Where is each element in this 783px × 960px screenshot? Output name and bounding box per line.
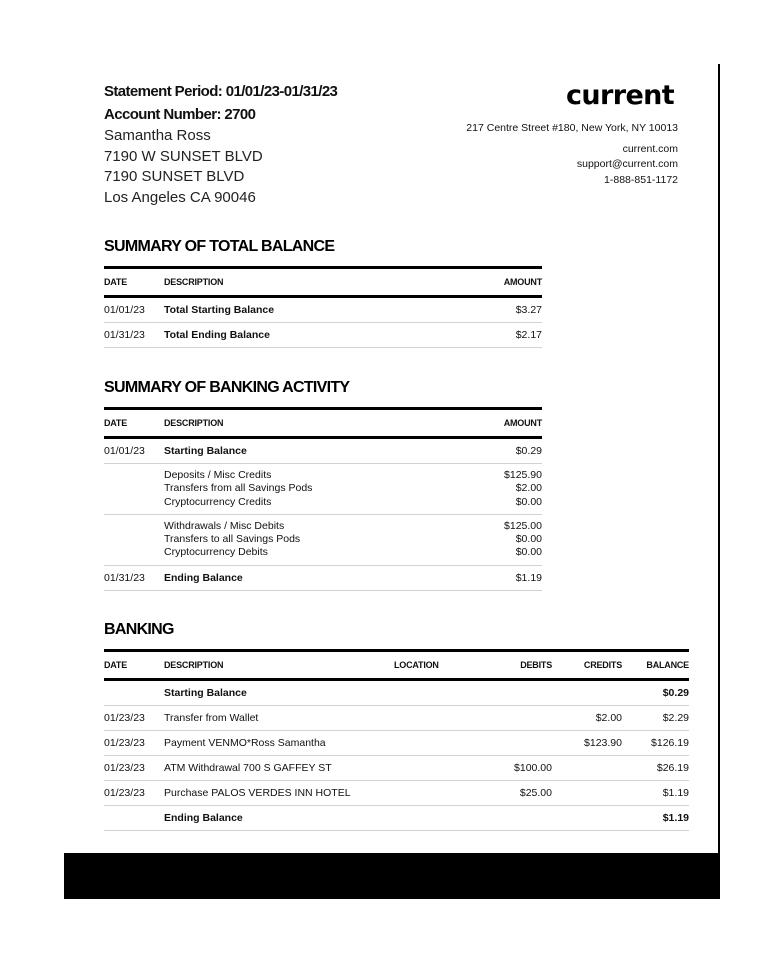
table-row [104, 565, 542, 590]
row-debits [484, 706, 552, 731]
company-phone: 1-888-851-1172 [604, 173, 678, 186]
credit-item-amount: $125.90 [504, 469, 542, 481]
debits-descriptions [164, 514, 444, 565]
total-balance-table [104, 266, 542, 348]
row-credits: $2.00 [552, 706, 622, 731]
credit-item-description: Deposits / Misc Credits [164, 469, 272, 481]
row-balance: $26.19 [622, 756, 689, 781]
section-title-banking-activity: SUMMARY OF BANKING ACTIVITY [104, 379, 350, 396]
row-debits [484, 680, 552, 706]
current-logo: current [566, 80, 675, 111]
row-description: Purchase PALOS VERDES INN HOTEL [164, 781, 394, 806]
row-date: 01/01/23 [104, 438, 164, 464]
row-credits [552, 781, 622, 806]
row-debits [484, 731, 552, 756]
column-header-amount: AMOUNT [444, 409, 542, 438]
row-amount: $3.27 [444, 297, 542, 323]
row-date: 01/23/23 [104, 731, 164, 756]
row-date: 01/23/23 [104, 781, 164, 806]
row-description: ATM Withdrawal 700 S GAFFEY ST [164, 756, 394, 781]
row-debits [484, 806, 552, 831]
column-header-location: LOCATION [394, 651, 484, 680]
banking-activity-table [104, 407, 542, 591]
row-balance: $1.19 [622, 806, 689, 831]
column-header-balance: BALANCE [622, 651, 689, 680]
row-description: Transfer from Wallet [164, 706, 394, 731]
row-amount: $0.29 [444, 438, 542, 464]
row-date: 01/31/23 [104, 323, 164, 348]
page-edge [718, 64, 720, 864]
address-line-3: Los Angeles CA 90046 [104, 188, 256, 206]
debit-item-amount: $0.00 [515, 533, 542, 546]
row-description: Starting Balance [164, 680, 394, 706]
credit-item-amount: $2.00 [515, 482, 542, 495]
column-header-description: DESCRIPTION [164, 268, 444, 297]
column-header-date: DATE [104, 268, 164, 297]
table-row [104, 806, 689, 831]
row-credits [552, 680, 622, 706]
table-row [104, 756, 689, 781]
company-street: 217 Centre Street #180, New York, NY 10013 [466, 122, 678, 134]
table-row [104, 438, 542, 464]
column-header-description: DESCRIPTION [164, 409, 444, 438]
company-email: support@current.com [576, 158, 678, 171]
column-header-description: DESCRIPTION [164, 651, 394, 680]
credits-amounts [444, 464, 542, 515]
table-row [104, 781, 689, 806]
account-number: Account Number: 2700 [104, 106, 256, 123]
address-line-1: 7190 W SUNSET BLVD [104, 147, 263, 165]
row-date: 01/01/23 [104, 297, 164, 323]
section-title-banking: BANKING [104, 621, 174, 638]
credits-group-row [104, 464, 542, 515]
row-location [394, 731, 484, 756]
row-balance: $0.29 [622, 680, 689, 706]
row-date: 01/23/23 [104, 756, 164, 781]
debits-group-row [104, 514, 542, 565]
debit-item-amount: $0.00 [515, 546, 542, 559]
row-description: Ending Balance [164, 565, 444, 590]
empty-cell [104, 464, 164, 515]
row-description: Payment VENMO*Ross Samantha [164, 731, 394, 756]
row-description: Ending Balance [164, 806, 394, 831]
row-amount: $1.19 [444, 565, 542, 590]
row-balance: $1.19 [622, 781, 689, 806]
row-balance: $126.19 [622, 731, 689, 756]
row-debits: $25.00 [484, 781, 552, 806]
debit-item-description: Cryptocurrency Debits [164, 546, 268, 559]
address-line-2: 7190 SUNSET BLVD [104, 168, 245, 185]
credit-item-description: Transfers from all Savings Pods [164, 482, 313, 495]
row-date [104, 806, 164, 831]
column-header-credits: CREDITS [552, 651, 622, 680]
table-row [104, 297, 542, 323]
row-credits [552, 806, 622, 831]
table-row [104, 680, 689, 706]
row-date [104, 680, 164, 706]
row-location [394, 806, 484, 831]
row-description: Total Ending Balance [164, 323, 444, 348]
account-holder-name: Samantha Ross [104, 127, 211, 144]
empty-cell [104, 514, 164, 565]
row-credits: $123.90 [552, 731, 622, 756]
debit-item-description: Withdrawals / Misc Debits [164, 519, 285, 532]
column-header-date: DATE [104, 651, 164, 680]
table-row [104, 706, 689, 731]
table-header-row [104, 268, 542, 297]
banking-transactions-table [104, 649, 689, 831]
row-location [394, 680, 484, 706]
footer-bar [64, 853, 720, 899]
statement-period: Statement Period: 01/01/23-01/31/23 [104, 83, 338, 100]
table-header-row [104, 409, 542, 438]
debit-item-description: Transfers to all Savings Pods [164, 533, 301, 546]
company-info [466, 121, 678, 188]
credits-descriptions [164, 464, 444, 515]
debit-item-amount: $125.00 [504, 519, 542, 532]
table-row [104, 731, 689, 756]
row-balance: $2.29 [622, 706, 689, 731]
credit-item-description: Cryptocurrency Credits [164, 495, 272, 508]
company-website: current.com [622, 142, 678, 155]
row-date: 01/23/23 [104, 706, 164, 731]
row-credits [552, 756, 622, 781]
row-location [394, 781, 484, 806]
section-title-total-balance: SUMMARY OF TOTAL BALANCE [104, 238, 335, 255]
row-description: Starting Balance [164, 438, 444, 464]
account-header [104, 80, 337, 208]
table-header-row [104, 651, 689, 680]
debits-amounts [444, 514, 542, 565]
row-location [394, 706, 484, 731]
row-date: 01/31/23 [104, 565, 164, 590]
credit-item-amount: $0.00 [515, 495, 542, 508]
row-amount: $2.17 [444, 323, 542, 348]
row-debits: $100.00 [484, 756, 552, 781]
column-header-amount: AMOUNT [444, 268, 542, 297]
table-row [104, 323, 542, 348]
row-description: Total Starting Balance [164, 297, 444, 323]
column-header-date: DATE [104, 409, 164, 438]
column-header-debits: DEBITS [484, 651, 552, 680]
row-location [394, 756, 484, 781]
